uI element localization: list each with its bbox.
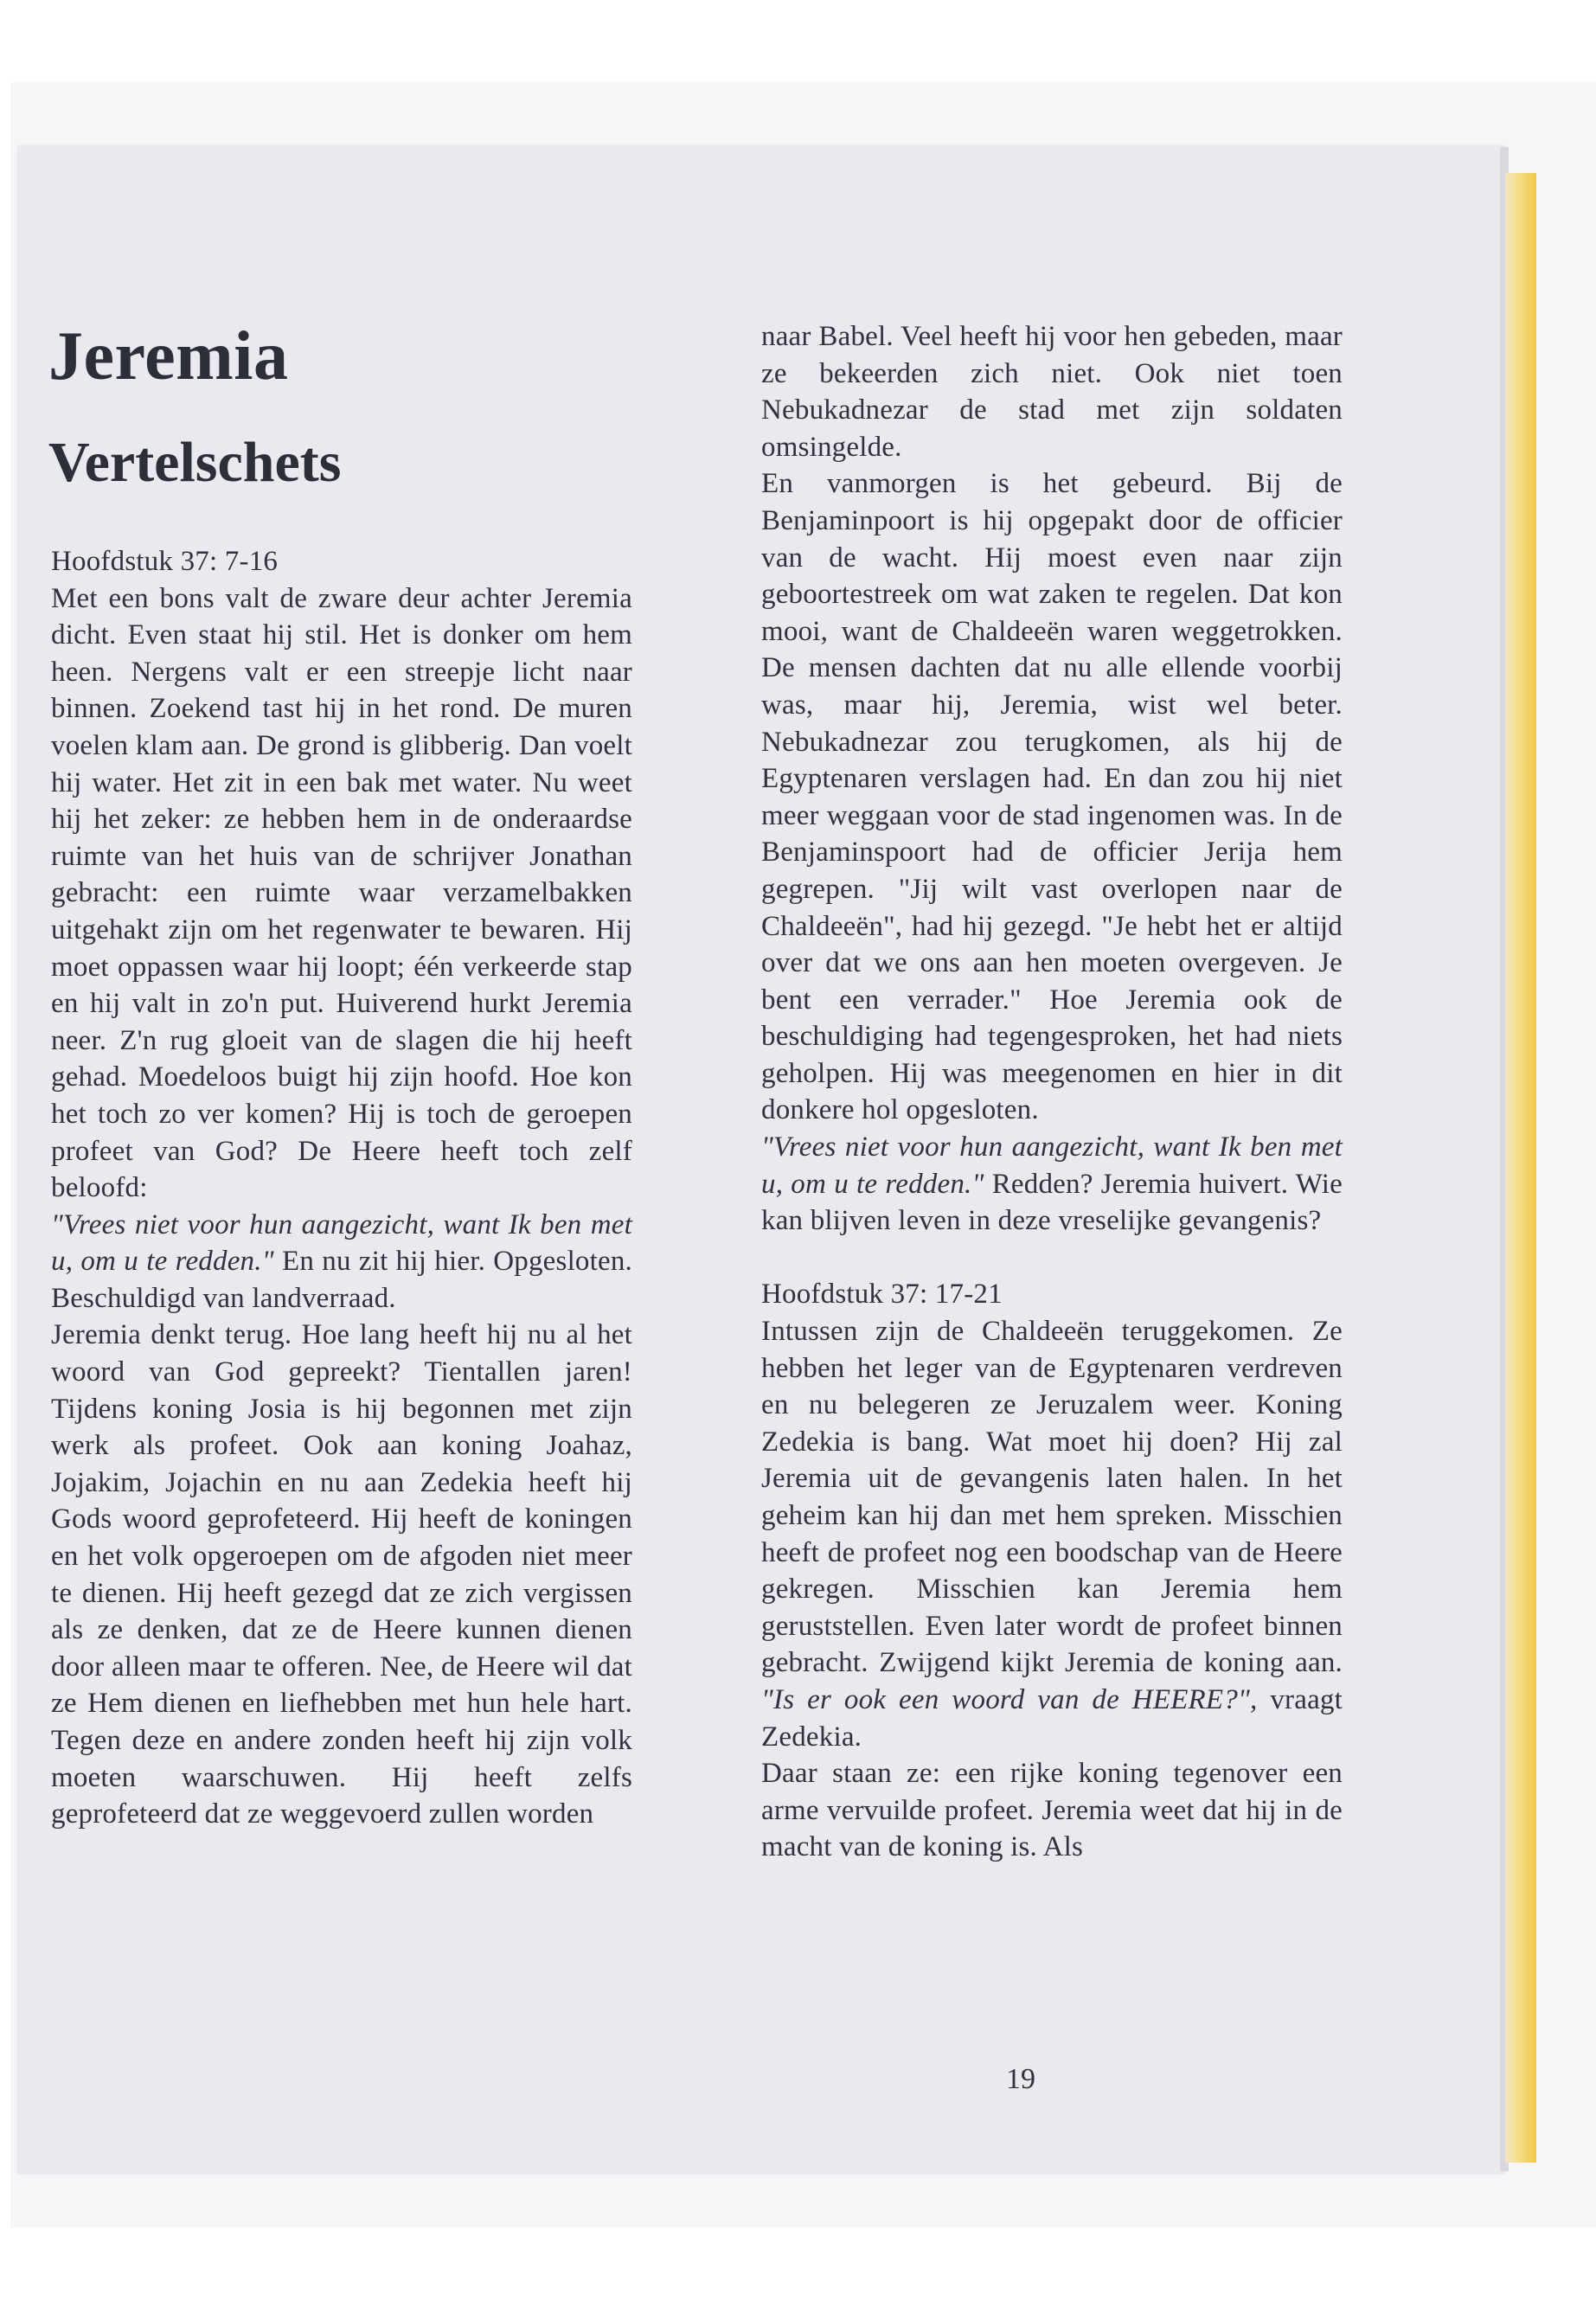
paragraph: En vanmorgen is het gebeurd. Bij de Benjaminpoort is hij opgepakt door de officier van de wacht. Hij moest even naar zijn geboortestreek om wat zaken te regelen. Dat kon mooi, want de Chaldeeën waren weggetrokken. De mensen dachten dat nu alle ellende voorbij was, maar hij, Jeremia, wist wel beter. Nebukadnezar zou terugkomen, als hij de Egyptenaren verslagen had. En dan zou hij niet meer weggaan voor de stad ingenomen was. In de Benjaminspoort had de officier Jerija hem gegrepen. "Jij wilt vast overlopen naar de Chaldeeën", had hij gezegd. "Je hebt het er altijd over dat we ons aan hen moeten overgeven. Je bent een verrader." Hoe Jeremia ook de beschuldiging had tegengesproken, het had niets geholpen. Hij was meegenomen en hier in dit donkere hol opgesloten. [761, 468, 1343, 1126]
scripture-quote: "Vrees niet voor hun aangezicht, want Ik ben met u, om u te redden." [51, 1208, 632, 1278]
page-number: 19 [1006, 2063, 1035, 2095]
left-column [51, 543, 632, 1833]
page-title: Jeremia [48, 318, 289, 394]
paragraph: Met een bons valt de zware deur achter Jeremia dicht. Even staat hij stil. Het is donker om hem heen. Nergens valt er een streepje licht naar binnen. Zoekend tast hij in het rond. De muren voelen klam aan. De grond is glibberig. Dan voelt hij water. Het zit in een bak met water. Nu weet hij het zeker: ze hebben hem in de onderaardse ruimte van het huis van de schrijver Jonathan gebracht: een ruimte waar verzamelbakken uitgehakt zijn om het regenwater te bewaren. Hij moet oppassen waar hij loopt; één verkeerde stap en hij valt in zo'n put. Huiverend hurkt Jeremia neer. Z'n rug gloeit van de slagen die hij heeft gehad. Moedeloos buigt hij zijn hoofd. Hoe kon het toch zo ver komen? Hij is toch de geroepen profeet van God? De Heere heeft toch zelf beloofd: [51, 582, 632, 1204]
paragraph-text: Redden? Jeremia huivert. Wie kan blijven leven in deze vreselijke gevangenis? [761, 1168, 1343, 1237]
chapter-heading: Hoofdstuk 37: 7-16 [51, 546, 279, 577]
chapter-heading: Hoofdstuk 37: 17-21 [761, 1279, 1003, 1311]
paragraph [761, 1129, 1343, 1240]
paragraph-text: En nu zit hij hier. Opgesloten. Beschuldigd van landverraad. [51, 1246, 632, 1314]
paragraph [761, 1313, 1343, 1755]
page-edge [1505, 173, 1536, 2163]
paragraph [51, 1207, 632, 1317]
page-subtitle: Vertelschets [48, 431, 342, 494]
paragraph: naar Babel. Veel heeft hij voor hen gebeden, maar ze bekeerden zich niet. Ook niet toen Nebukadnezar de stad met zijn soldaten omsingelde. [761, 321, 1343, 463]
paragraph: Jeremia denkt terug. Hoe lang heeft hij nu al het woord van God gepreekt? Tientallen jaren! Tijdens koning Josia is hij begonnen met zijn werk als profeet. Ook aan koning Joahaz, Jojakim, Jojachin en nu aan Zedekia heeft hij Gods woord geprofeteerd. Hij heeft de koningen en het volk opgeroepen om de afgoden niet meer te dienen. Hij heeft gezegd dat ze zich vergissen als ze denken, dat ze de Heere kunnen dienen door alleen maar te offeren. Nee, de Heere wil dat ze Hem dienen en liefhebben met hun hele hart. Tegen deze en andere zonden heeft hij zijn volk moeten waarschuwen. Hij heeft zelfs geprofeteerd dat ze weggevoerd zullen worden [51, 1319, 632, 1830]
right-column [761, 318, 1343, 1866]
scripture-quote: "Vrees niet voor hun aangezicht, want Ik ben met u, om u te redden." [761, 1131, 1343, 1200]
paragraph-text: Intussen zijn de Chaldeeën teruggekomen. Ze hebben het leger van de Egyptenaren verdreven en nu belegeren ze Jeruzalem weer. Koning Zedekia is bang. Wat moet hij doen? Hij zal Jeremia uit de gevangenis laten halen. In het geheim kan hij dan met hem spreken. Misschien heeft de profeet nog een boodschap van de Heere gekregen. Misschien kan Jeremia hem geruststellen. Even later wordt de profeet binnen gebracht. Zwijgend kijkt Jeremia de koning aan. [761, 1316, 1343, 1679]
paragraph-text: vraagt Zedekia. [761, 1683, 1343, 1753]
paragraph: Daar staan ze: een rijke koning tegenover een arme vervuilde profeet. Jeremia weet dat hij in de macht van de koning is. Als [761, 1758, 1343, 1863]
spacer [761, 1240, 1343, 1277]
scripture-quote: "Is er ook een woord van de HEERE?", [761, 1683, 1258, 1715]
